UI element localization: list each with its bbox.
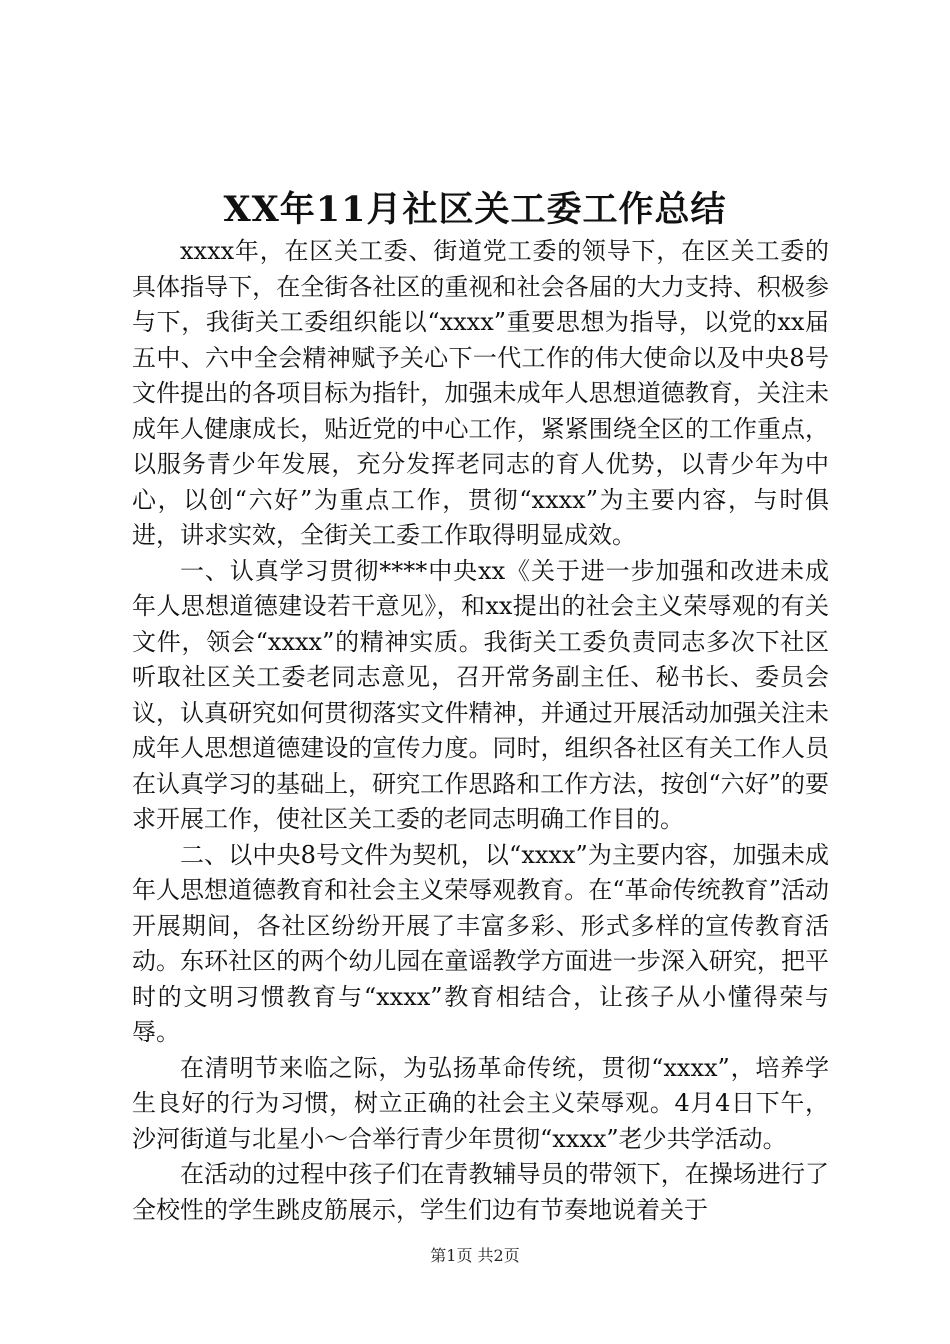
document-title: XX年11月社区关工委工作总结: [223, 189, 727, 230]
paragraph-intro: xxxx年，在区关工委、街道党工委的领导下，在区关工委的具体指导下，在全街各社区的重视和社会各届的大力支持、积极参与下，我街关工委组织能以“xxxx”重要思想为指导，以党的xx届五中、六中全会精神赋予关心下一代工作的伟大使命以及中央8号文件提出的各项目标为指针，加强未成年人思想道德教育，关注未成年人健康成长，贴近党的中心工作，紧紧围绕全区的工作重点，以服务青少年发展，充分发挥老同志的育人优势，以青少年为中心，以创“六好”为重点工作，贯彻“xxxx”为主要内容，与时俱进，讲求实效，全街关工委工作取得明显成效。: [132, 237, 829, 549]
paragraph-qingming-activity: 在清明节来临之际，为弘扬革命传统，贯彻“xxxx”，培养学生良好的行为习惯，树立正确的社会主义荣辱观。4月4日下午，沙河街道与北星小～合举行青少年贯彻“xxxx”老少共学活动。: [132, 1053, 829, 1153]
paragraph-section-two: 二、以中央8号文件为契机，以“xxxx”为主要内容，加强未成年人思想道德教育和社会主义荣辱观教育。在“革命传统教育”活动开展期间，各社区纷纷开展了丰富多彩、形式多样的宣传教育活动。东环社区的两个幼儿园在童谣教学方面进一步深入研究，把平时的文明习惯教育与“xxxx”教育相结合，让孩子从小懂得荣与辱。: [132, 840, 829, 1046]
paragraph-activity-process: 在活动的过程中孩子们在青教辅导员的带领下，在操场进行了全校性的学生跳皮筋展示，学生们边有节奏地说着关于: [132, 1160, 829, 1224]
page-footer: 第1页 共2页: [430, 1246, 520, 1265]
document-body: [132, 234, 829, 1228]
paragraph-section-one: 一、认真学习贯彻****中央xx《关于进一步加强和改进未成年人思想道德建设若干意见》，和xx提出的社会主义荣辱观的有关文件，领会“xxxx”的精神实质。我街关工委负责同志多次下社区听取社区关工委老同志意见，召开常务副主任、秘书长、委员会议，认真研究如何贯彻落实文件精神，并通过开展活动加强关注未成年人思想道德建设的宣传力度。同时，组织各社区有关工作人员在认真学习的基础上，研究工作思路和工作方法，按创“六好”的要求开展工作，使社区关工委的老同志明确工作目的。: [132, 556, 829, 833]
